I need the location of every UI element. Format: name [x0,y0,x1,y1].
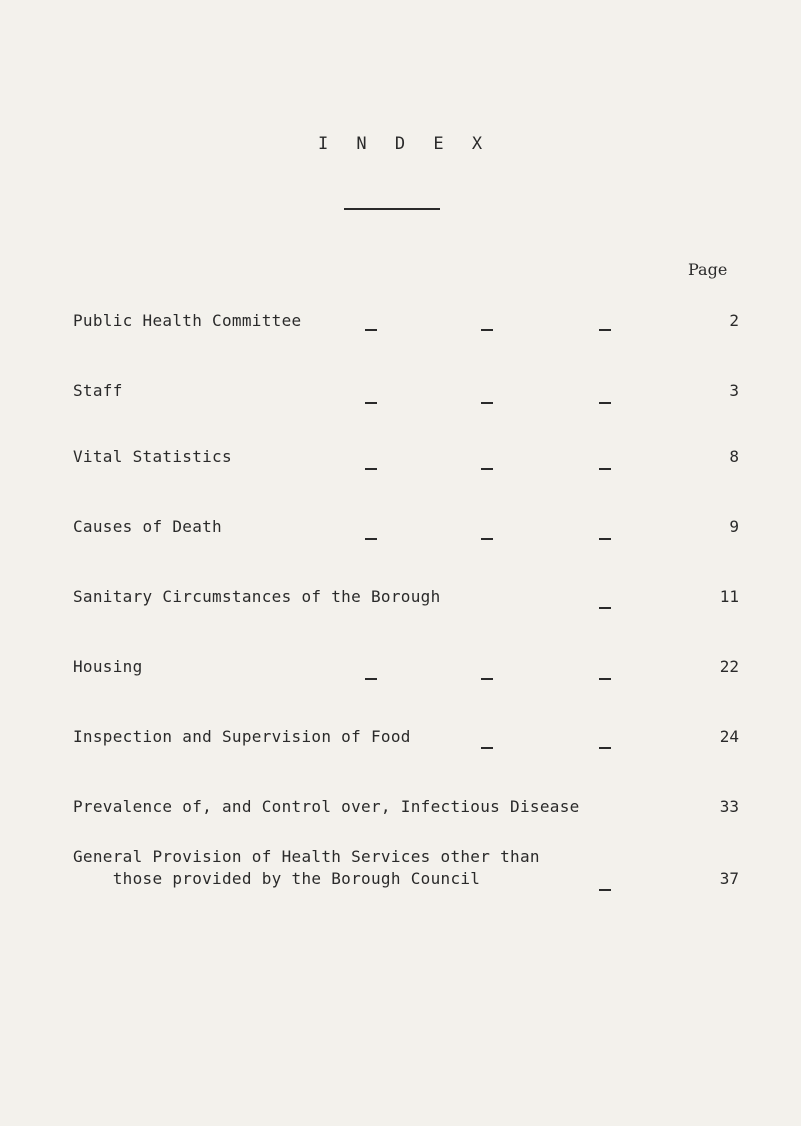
index-entry-causes-of-death[interactable] [73,516,743,538]
leader-dash [365,538,377,540]
leader-dash [481,468,493,470]
entry-page-number: 9 [729,517,739,536]
index-heading: I N D E X [317,134,492,154]
entry-title: Causes of Death [73,517,222,536]
page-column-header: Page [688,260,728,279]
leader-dash [365,329,377,331]
index-entry-sanitary-circumstances[interactable] [73,586,743,608]
entry-page-number: 24 [719,727,739,746]
leader-dash [481,329,493,331]
index-entry-vital-statistics[interactable] [73,446,743,468]
leader-dash [481,402,493,404]
entry-page-number: 22 [719,657,739,676]
entry-title: Sanitary Circumstances of the Borough [73,587,441,606]
index-entry-general-provision-health-services[interactable] [73,846,743,890]
entry-page-number: 3 [729,381,739,400]
leader-dash [481,678,493,680]
entry-title: General Provision of Health Services other than those provided by the Borough Council [73,847,540,888]
leader-dash [365,678,377,680]
leader-dash [599,889,611,891]
leader-dash [599,747,611,749]
leader-dash [599,402,611,404]
index-entry-housing[interactable] [73,656,743,678]
leader-dash [365,468,377,470]
entry-title: Prevalence of, and Control over, Infectious Disease [73,797,580,816]
heading-underline [344,208,440,210]
leader-dash [599,678,611,680]
entry-page-number: 8 [729,447,739,466]
entry-page-number: 11 [719,587,739,606]
leader-dash [599,468,611,470]
leader-dash [599,607,611,609]
index-entry-inspection-supervision-food[interactable] [73,726,743,748]
leader-dash [599,538,611,540]
entry-title: Staff [73,381,123,400]
entry-title: Vital Statistics [73,447,232,466]
index-entry-infectious-disease[interactable] [73,796,743,818]
entry-page-number: 37 [719,869,739,888]
entry-title: Public Health Committee [73,311,302,330]
index-entry-public-health-committee[interactable] [73,310,743,332]
entry-page-number: 2 [729,311,739,330]
leader-dash [599,329,611,331]
leader-dash [365,402,377,404]
entry-page-number: 33 [719,797,739,816]
index-entry-staff[interactable] [73,380,743,402]
entry-title: Inspection and Supervision of Food [73,727,411,746]
entry-title: Housing [73,657,143,676]
leader-dash [481,538,493,540]
leader-dash [481,747,493,749]
